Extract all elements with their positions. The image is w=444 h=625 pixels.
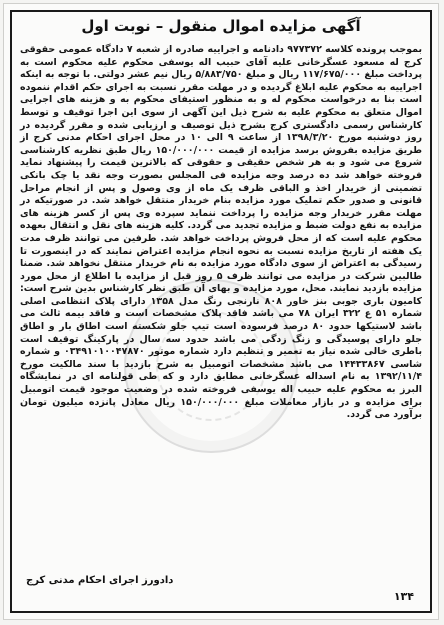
notice-title: آگهی مزایده اموال منقول – نوبت اول xyxy=(81,17,361,35)
signature-line: دادورز اجرای احکام مدنی کرج xyxy=(26,575,174,586)
notice-sheet xyxy=(3,3,439,620)
notice-frame xyxy=(10,10,432,613)
notice-body: بموجب پرونده کلاسه ۹۷۷۳۷۲ دادنامه و اجراییه صادره از شعبه ۷ دادگاه عمومی حقوقی کرج له مسعود عسگرخانی علیه آقای حبیب اله یوسفی محکوم علیه محکوم است به پرداخت مبلغ ۱۱۷/۶۷۵/۰۰۰ ریال و مبلغ ۵/۸۸۳/۷۵۰ ریال نیم عشر دولتی. با توجه به اینکه اجراییه به محکوم علیه ابلاغ گردیده و در مهلت مقرر نسبت به اجرای حکم اقدام ننموده است بنا به درخواست محکوم له و به منظور استیفای محکوم به و هزینه های اجرایی اموال متعلق به محکوم علیه به شرح ذیل این آگهی از سوی این اجرا توقیف و توسط کارشناس رسمی دادگستری کرج بشرح ذیل توصیف و ارزیابی شده و مقرر گردیده در روز دوشنبه مورخ ۱۳۹۸/۳/۲۰ از ساعت ۹ الی ۱۰ در محل اجرای احکام مدنی کرج از طریق مزایده بفروش برسد مزایده از قیمت ۱۵۰/۰۰۰/۰۰۰ ریال طبق نظریه کارشناسی شروع می شود و به هر شخص حقیقی و حقوقی که بالاترین قیمت را پیشنهاد نماید فروخته خواهد شد ده درصد وجه مزایده فی المجلس بصورت وجه نقد یا چک بانکی تضمینی از خریدار اخذ و الباقی ظرف یک ماه از وی وصول و پس از انجام مراحل قانونی و صدور حکم تملیک مورد مزایده بنام خریدار منتقل خواهد شد. در صورتیکه در مهلت مقرر خریدار وجه مزایده را پرداخت ننماید سپرده وی پس از کسر هزینه های مزایده به نفع دولت ضبط و مزایده تجدید می گردد. کلیه هزینه های نقل و انتقال بعهده محکوم علیه است که از محل فروش پرداخت خواهد شد. طرفین می توانند ظرف مدت یک هفته از تاریخ مزایده نسبت به نحوه انجام مزایده اعتراض نمایند که در اینصورت تا رسیدگی به اعتراض از سوی دادگاه مورد مزایده به نام خریدار منتقل نخواهد شد. ضمنا طالبین شرکت در مزایده می توانند ظرف ۵ روز قبل از مزایده با اطلاع از محل مورد مزایده بازدید نمایند. محل، مورد مزایده و بهای آن طبق نظر کارشناس بدین شرح است: کامیون باری جوبی بنز خاور ۸۰۸ نارنجی رنگ مدل ۱۳۵۸ دارای پلاک انتظامی اصلی شماره ۵۱ ع ۳۲۲ ایران ۷۸ می باشد فاقد پلاک مشخصات است و فاقد بیمه ثالث می باشد لاستیکها حدود ۸۰ درصد فرسوده است تیپ جلو شکسته است اطاق بار و اطاق جلو دارای پوسیدگی و زنگ زدگی می باشد حدود سه سال در پارکینگ توقیف است باطری خالی شده نیاز به تعمیر و تنظیم دارد شماره موتور ۰۳۴۹۱۰۱۰۰۴۷۸۷۰ و شماره شاسی ۱۴۴۳۳۸۶۷ می باشد مشخصات اتومبیل به شرح بازدید با سند مالکیت مورخ ۱۳۹۲/۱۱/۴ به نام اسداله عسگرخانی مطابق دارد و که طی قولنامه ای در نمایشگاه البرز به محکوم علیه حبیب اله یوسفی فروخته شده در وضعیت موجود قیمت اتومبیل برای مزایده و در بازار معاملات مبلغ ۱۵۰/۰۰۰/۰۰۰ ریال معادل پانزده میلیون تومان برآورد می گردد. xyxy=(20,44,422,421)
reference-number: ۱۳۴ xyxy=(393,590,414,603)
